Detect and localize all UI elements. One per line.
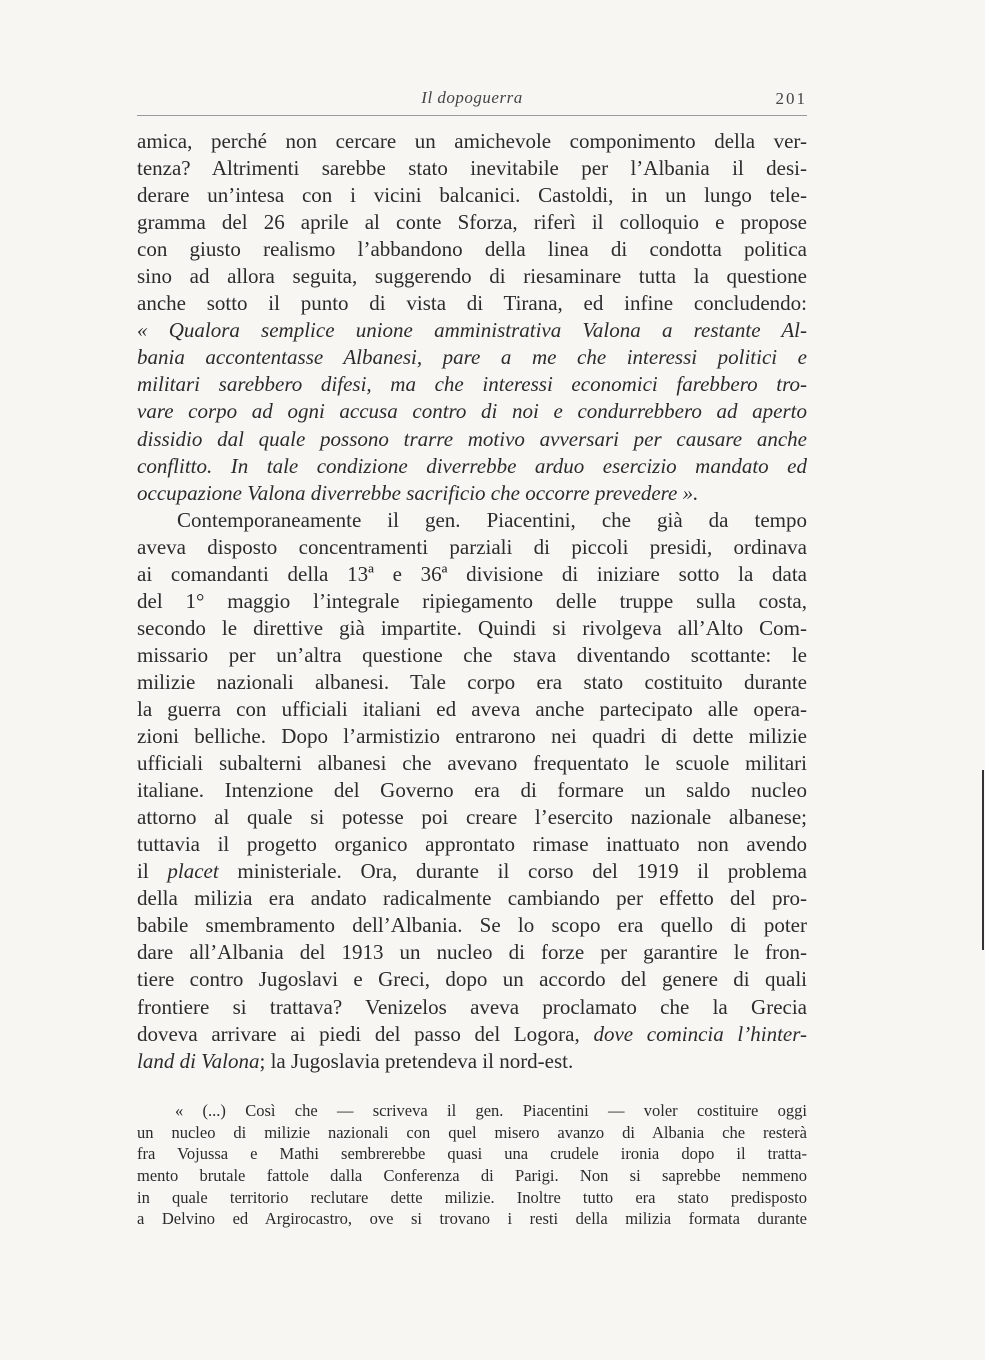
text-line: anche sotto il punto di vista di Tirana, ed infine concludendo: <box>137 291 807 316</box>
text-line: bania accontentasse Albanesi, pare a me che interessi politici e <box>137 345 807 370</box>
text-line: italiane. Intenzione del Governo era di formare un saldo nucleo <box>137 778 807 803</box>
text-line: il placet ministeriale. Ora, durante il corso del 1919 il problema <box>137 859 807 884</box>
block-quote <box>137 1100 807 1230</box>
running-title: Il dopoguerra <box>421 88 523 107</box>
text-line: tuttavia il progetto organico approntato rimase inattuato non avendo <box>137 832 807 857</box>
quote-line: mento brutale fattole dalla Conferenza di Parigi. Non si saprebbe nemmeno <box>137 1166 807 1186</box>
text-line: attorno al quale si potesse poi creare l’esercito nazionale albanese; <box>137 805 807 830</box>
quote-line: « (...) Così che — scriveva il gen. Piacentini — voler costituire oggi <box>175 1101 807 1120</box>
text-line: secondo le direttive già impartite. Quindi si rivolgeva all’Alto Com- <box>137 615 807 640</box>
text-line: land di Valona; la Jugoslavia pretendeva il nord-est. <box>137 1048 574 1073</box>
text-line: occupazione Valona diverrebbe sacrificio che occorre prevedere ». <box>137 480 699 505</box>
text-line: frontiere si trattava? Venizelos aveva proclamato che la Grecia <box>137 994 807 1019</box>
text-line: doveva arrivare ai piedi del passo del Logora, dove comincia l’hinter- <box>137 1021 807 1046</box>
scan-margin-mark <box>982 770 984 950</box>
text-line: zioni belliche. Dopo l’armistizio entrarono nei quadri di dette milizie <box>137 724 807 749</box>
text-line: tiere contro Jugoslavi e Greci, dopo un accordo del genere di quali <box>137 967 807 992</box>
quote-line: un nucleo di milizie nazionali con quel misero avanzo di Albania che resterà <box>137 1122 807 1142</box>
text-line: militari sarebbero difesi, ma che interessi economici farebbero tro- <box>137 372 807 397</box>
text-line: milizie nazionali albanesi. Tale corpo era stato costituito durante <box>137 669 807 694</box>
text-line: « Qualora semplice unione amministrativa Valona a restante Al- <box>137 318 807 343</box>
text-line: la guerra con ufficiali italiani ed aveva anche partecipato alle opera- <box>137 696 807 721</box>
text-line: tenza? Altrimenti sarebbe stato inevitabile per l’Albania il desi- <box>137 156 807 181</box>
quote-line: in quale territorio reclutare dette milizie. Inoltre tutto era stato predisposto <box>137 1187 807 1207</box>
text-line: ufficiali subalterni albanesi che avevano frequentato le scuole militari <box>137 751 807 776</box>
text-line: del 1° maggio l’integrale ripiegamento delle truppe sulla costa, <box>137 588 807 613</box>
text-line: dissidio dal quale possono trarre motivo avversari per causare anche <box>137 426 807 451</box>
text-line: Contemporaneamente il gen. Piacentini, che già da tempo <box>177 507 807 532</box>
quote-line: a Delvino ed Argirocastro, ove si trovano i resti della milizia formata durante <box>137 1209 807 1229</box>
text-line: gramma del 26 aprile al conte Sforza, riferì il colloquio e propose <box>137 210 807 235</box>
text-line: aveva disposto concentramenti parziali di piccoli presidi, ordinava <box>137 534 807 559</box>
text-line: della milizia era andato radicalmente cambiando per effetto del pro- <box>137 886 807 911</box>
text-line: ai comandanti della 13ª e 36ª divisione di iniziare sotto la data <box>137 561 807 586</box>
text-line: vare corpo ad ogni accusa contro di noi e condurrebbero ad aperto <box>137 399 807 424</box>
main-text <box>137 128 807 1075</box>
page-number: 201 <box>775 89 807 108</box>
text-line: missario per un’altra questione che stava diventando scottante: le <box>137 642 807 667</box>
quote-line: fra Vojussa e Mathi sembrerebbe quasi una crudele ironia dopo il tratta- <box>137 1144 807 1164</box>
text-line: amica, perché non cercare un amichevole componimento della ver- <box>137 129 807 153</box>
text-line: conflitto. In tale condizione diverrebbe arduo esercizio mandato ed <box>137 453 807 478</box>
text-line: derare un’intesa con i vicini balcanici. Castoldi, in un lungo tele- <box>137 183 807 208</box>
text-line: babile smembramento dell’Albania. Se lo scopo era quello di poter <box>137 913 807 938</box>
running-head <box>137 88 807 112</box>
text-line: con giusto realismo l’abbandono della linea di condotta politica <box>137 237 807 262</box>
text-line: sino ad allora seguita, suggerendo di riesaminare tutta la questione <box>137 264 807 289</box>
header-rule <box>137 115 807 116</box>
text-line: dare all’Albania del 1913 un nucleo di forze per garantire le fron- <box>137 940 807 965</box>
